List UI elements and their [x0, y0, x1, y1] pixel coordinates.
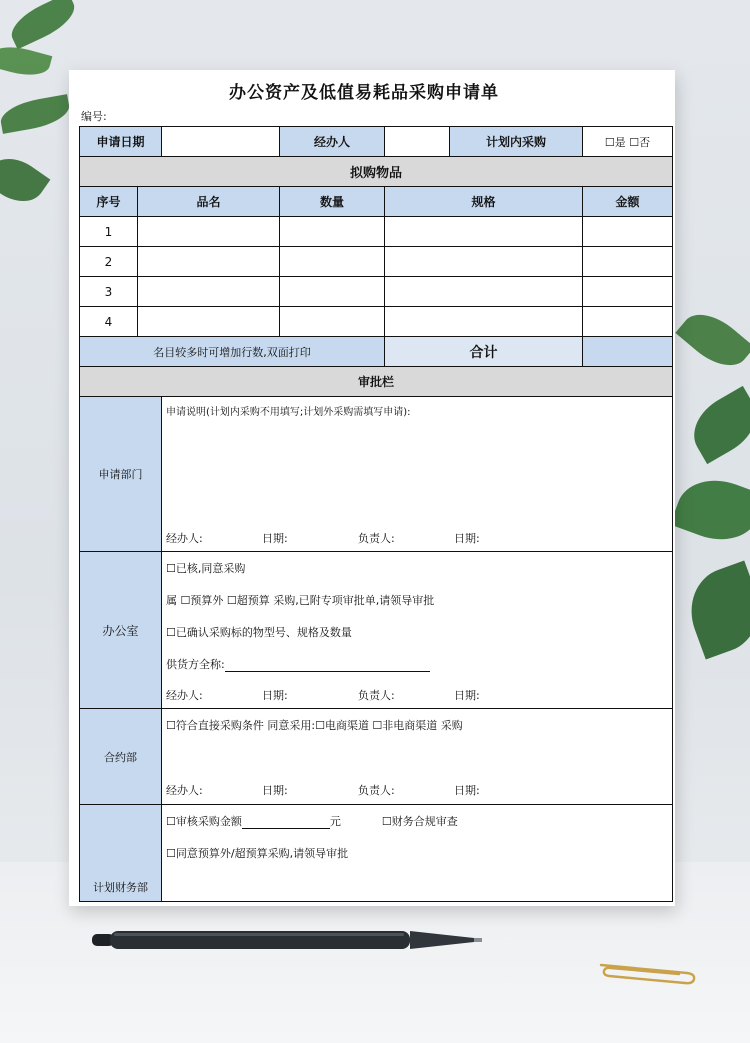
row-number: 4	[80, 307, 138, 337]
items-section-title: 拟购物品	[80, 157, 673, 187]
planned-purchase-label: 计划内采购	[450, 127, 583, 157]
finance-section[interactable]	[162, 805, 673, 902]
total-amount-field[interactable]	[583, 337, 673, 367]
office-section[interactable]	[162, 552, 673, 709]
item-amount-cell[interactable]	[583, 247, 673, 277]
sig-leader: 负责人:	[358, 784, 395, 797]
apply-date-label: 申请日期	[80, 127, 162, 157]
sig-date2: 日期:	[454, 532, 480, 545]
sig-leader: 负责人:	[358, 689, 395, 702]
col-header-qty: 数量	[280, 187, 385, 217]
form-title: 办公资产及低值易耗品采购申请单	[229, 83, 499, 103]
pen-decoration	[92, 929, 482, 951]
table-row	[80, 217, 673, 247]
contract-signature-row	[166, 783, 550, 798]
item-name-cell[interactable]	[138, 277, 280, 307]
table-row	[80, 277, 673, 307]
office-line-1: ☐已核,同意采购	[166, 562, 246, 575]
sig-handler: 经办人:	[166, 532, 203, 545]
approval-section-title: 审批栏	[80, 367, 673, 397]
item-spec-cell[interactable]	[385, 217, 583, 247]
dept-description: 申请说明(计划内采购不用填写;计划外采购需填写申请):	[166, 407, 411, 418]
dept-label: 申请部门	[80, 397, 162, 552]
sig-date: 日期:	[262, 784, 288, 797]
paperclip-decoration	[595, 955, 697, 987]
handler-label: 经办人	[280, 127, 385, 157]
item-name-cell[interactable]	[138, 307, 280, 337]
col-header-amount: 金额	[583, 187, 673, 217]
planned-purchase-options[interactable]: ☐是 ☐否	[583, 127, 673, 157]
item-spec-cell[interactable]	[385, 307, 583, 337]
col-header-spec: 规格	[385, 187, 583, 217]
finance-line-2: ☐同意预算外/超预算采购,请领导审批	[166, 847, 349, 860]
sig-handler: 经办人:	[166, 784, 203, 797]
finance-label: 计划财务部	[80, 805, 162, 902]
office-line-2: 属 ☐预算外 ☐超预算 采购,已附专项审批单,请领导审批	[166, 594, 435, 607]
item-qty-cell[interactable]	[280, 277, 385, 307]
table-row	[80, 307, 673, 337]
item-spec-cell[interactable]	[385, 277, 583, 307]
row-number: 2	[80, 247, 138, 277]
sig-handler: 经办人:	[166, 689, 203, 702]
item-qty-cell[interactable]	[280, 217, 385, 247]
items-note: 名目较多时可增加行数,双面打印	[80, 337, 385, 367]
total-label: 合计	[385, 337, 583, 367]
plant-right-decoration	[670, 290, 750, 710]
item-name-cell[interactable]	[138, 247, 280, 277]
col-header-name: 品名	[138, 187, 280, 217]
supplier-label: 供货方全称:	[166, 658, 225, 671]
supplier-field[interactable]	[225, 659, 430, 672]
sig-date2: 日期:	[454, 784, 480, 797]
item-amount-cell[interactable]	[583, 277, 673, 307]
contract-label: 合约部	[80, 709, 162, 805]
apply-date-field[interactable]	[162, 127, 280, 157]
finance-line-1	[166, 814, 458, 829]
finance-compliance-check[interactable]: ☐财务合规审查	[381, 815, 458, 828]
sig-leader: 负责人:	[358, 532, 395, 545]
sig-date2: 日期:	[454, 689, 480, 702]
office-line-3: ☐已确认采购标的物型号、规格及数量	[166, 626, 352, 639]
item-amount-cell[interactable]	[583, 307, 673, 337]
item-name-cell[interactable]	[138, 217, 280, 247]
finance-amount-label: ☐审核采购金额	[166, 815, 242, 828]
dept-section[interactable]	[162, 397, 673, 552]
sig-date: 日期:	[262, 532, 288, 545]
office-line-4	[166, 657, 430, 672]
office-signature-row	[166, 688, 550, 703]
row-number: 1	[80, 217, 138, 247]
finance-amount-field[interactable]	[242, 816, 330, 829]
contract-section[interactable]	[162, 709, 673, 805]
contract-line-1: ☐符合直接采购条件 同意采用:☐电商渠道 ☐非电商渠道 采购	[166, 719, 463, 732]
row-number: 3	[80, 277, 138, 307]
item-qty-cell[interactable]	[280, 247, 385, 277]
item-amount-cell[interactable]	[583, 217, 673, 247]
office-label: 办公室	[80, 552, 162, 709]
table-row	[80, 247, 673, 277]
col-header-no: 序号	[80, 187, 138, 217]
handler-field[interactable]	[385, 127, 450, 157]
item-qty-cell[interactable]	[280, 307, 385, 337]
finance-amount-unit: 元	[329, 815, 341, 828]
doc-number-label: 编号:	[81, 110, 107, 123]
form-table	[79, 126, 673, 902]
sig-date: 日期:	[262, 689, 288, 702]
item-spec-cell[interactable]	[385, 247, 583, 277]
purchase-request-form	[69, 70, 675, 906]
dept-signature-row	[166, 531, 550, 546]
